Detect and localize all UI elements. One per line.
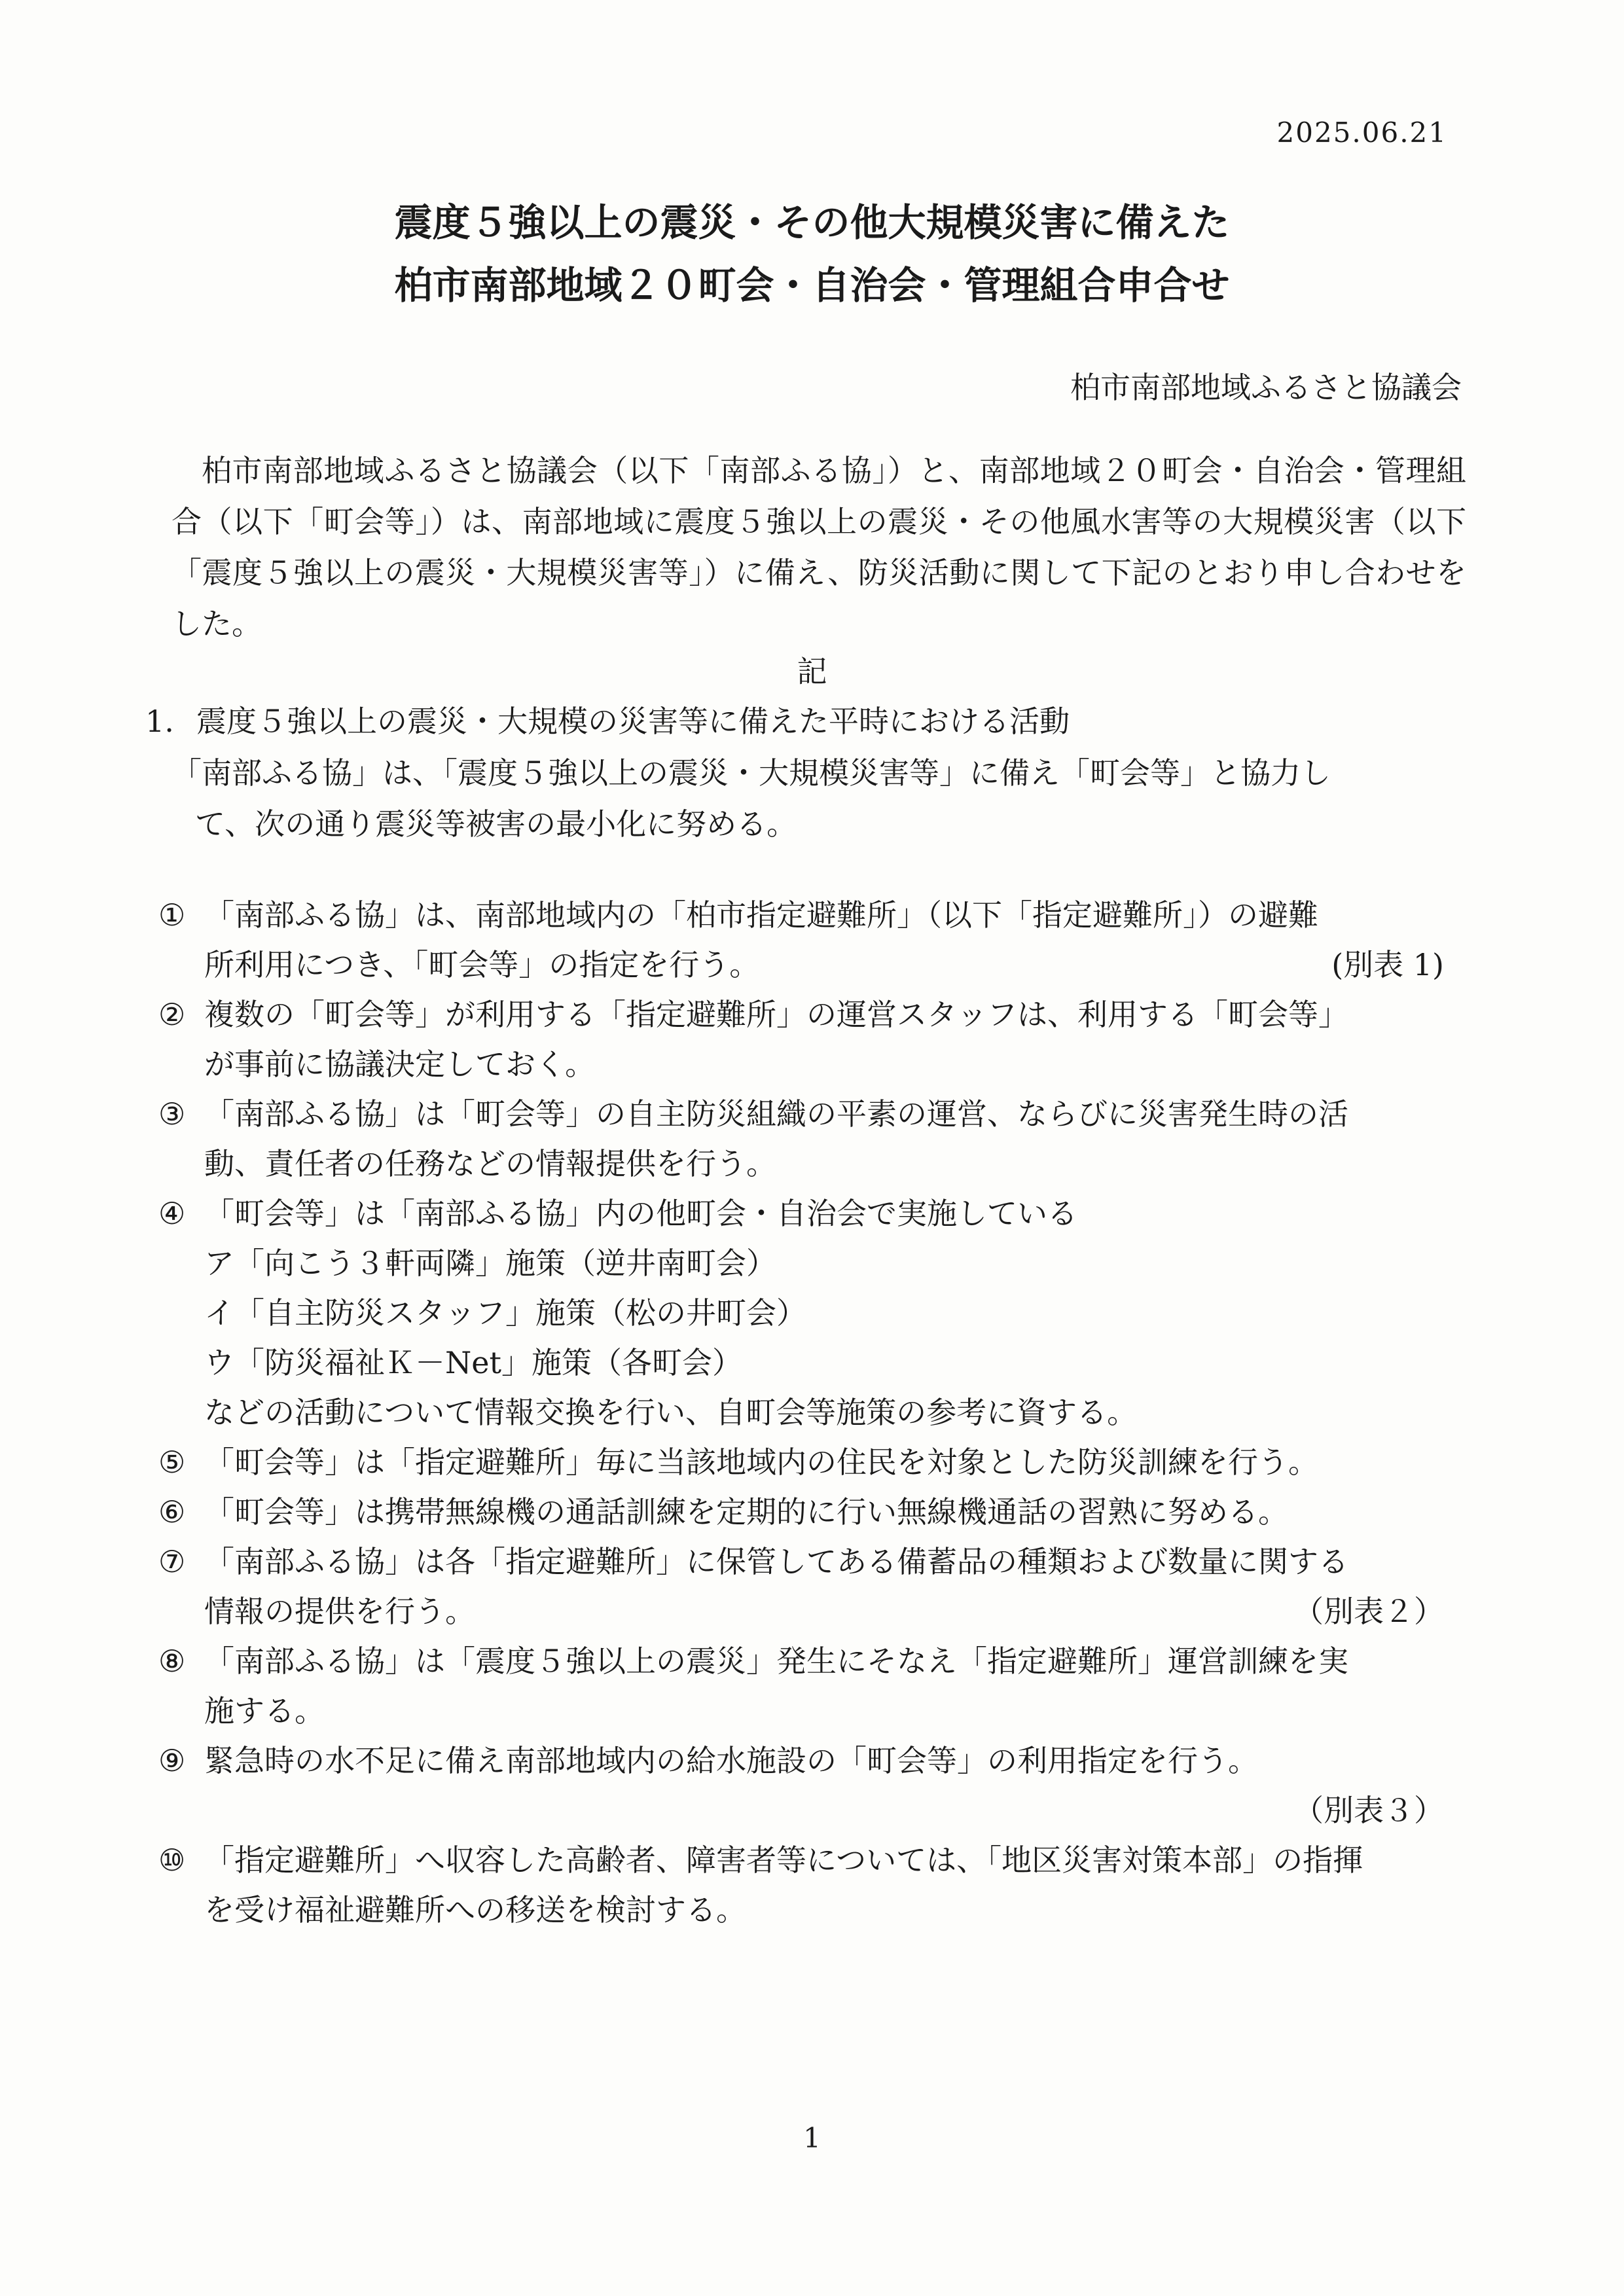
section-1-title: 震度５強以上の震災・大規模の災害等に備えた平時における活動 [196,704,1070,739]
item-list [158,890,1468,1935]
item-text-2: 所利用につき、「町会等」の指定を行う。 [204,947,760,982]
item-text: 「指定避難所」へ収容した高齢者、障害者等については、「地区災害対策本部」の指揮 [204,1842,1363,1878]
intro-paragraph: 柏市南部地域ふるさと協議会（以下「南部ふる協」）と、南部地域２０町会・自治会・管理組合（以下「町会等」）は、南部地域に震度５強以上の震災・その他風水害等の大規模災害（以下「震度５強以上の震災・大規模災害等」）に備え、防災活動に関して下記のとおり申し合わせをした。 [171,453,1466,641]
section-1-body [171,747,1466,850]
list-item [158,1537,1468,1636]
item-mark: ⑤ [158,1444,186,1480]
item-text: 「南部ふる協」は「町会等」の自主防災組織の平素の運営、ならびに災害発生時の活 [204,1096,1348,1132]
item-mark: ① [158,897,186,933]
item-sub-i: イ「自主防災スタッフ」施策（松の井町会） [204,1295,806,1331]
document-title [0,191,1624,317]
item-mark: ⑦ [158,1544,186,1579]
item-ref: （別表２） [1293,1594,1444,1629]
list-item [158,1487,1468,1537]
item-mark: ④ [158,1196,186,1231]
list-item [158,1636,1468,1736]
item-text: 緊急時の水不足に備え南部地域内の給水施設の「町会等」の利用指定を行う。 [204,1743,1258,1778]
item-text-cont [196,940,1468,990]
list-item [158,1089,1468,1189]
list-item [158,1736,1468,1835]
item-sub-u: ウ「防災福祉Ｋ－Net」施策（各町会） [204,1345,742,1380]
item-mark: ⑧ [158,1643,186,1679]
section-1-body-line-2: て、次の通り震災等被害の最小化に努める。 [195,806,797,842]
item-text-2: 情報の提供を行う。 [204,1594,475,1629]
item-sub-summary: などの活動について情報交換を行い、自町会等施策の参考に資する。 [204,1395,1138,1430]
item-mark: ② [158,997,186,1032]
list-item [158,1189,1468,1437]
section-1-heading [145,698,1070,741]
item-mark: ⑩ [158,1842,186,1878]
list-item [158,1437,1468,1487]
item-text: 「町会等」は「南部ふる協」内の他町会・自治会で実施している [204,1196,1077,1231]
page-number: 1 [803,2122,821,2154]
title-line-1: 震度５強以上の震災・その他大規模災害に備えた [394,200,1230,245]
document-date: 2025.06.21 [1276,117,1447,149]
list-item [158,1835,1468,1935]
item-text-2: を受け福祉避難所への移送を検討する。 [204,1892,746,1928]
item-text: 「南部ふる協」は「震度５強以上の震災」発生にそなえ「指定避難所」運営訓練を実 [204,1643,1348,1679]
item-text: 複数の「町会等」が利用する「指定避難所」の運営スタッフは、利用する「町会等」 [204,997,1348,1032]
item-text-2: 施する。 [204,1693,325,1729]
item-text: 「町会等」は携帯無線機の通話訓練を定期的に行い無線機通話の習熟に努める。 [204,1494,1288,1530]
list-item [158,990,1468,1089]
organization-name: 柏市南部地域ふるさと協議会 [1070,370,1462,405]
item-text-2: 動、責任者の任務などの情報提供を行う。 [204,1146,776,1181]
item-mark: ③ [158,1096,186,1132]
item-text: 「南部ふる協」は、南部地域内の「柏市指定避難所」（以下「指定避難所」）の避難 [204,897,1318,933]
ki-heading: 記 [797,654,827,689]
item-sub-a: ア「向こう３軒両隣」施策（逆井南町会） [204,1246,776,1281]
item-ref: （別表３） [1293,1793,1444,1828]
section-1-number: 1. [145,704,174,739]
item-mark: ⑥ [158,1494,186,1530]
item-text: 「町会等」は「指定避難所」毎に当該地域内の住民を対象とした防災訓練を行う。 [204,1444,1318,1480]
section-1-body-line-1: 「南部ふる協」は、「震度５強以上の震災・大規模災害等」に備え「町会等」と協力し [171,755,1331,791]
item-text-2: が事前に協議決定しておく。 [204,1047,596,1082]
item-ref: (別表 1) [1331,947,1444,982]
item-text-cont [196,1587,1468,1636]
title-line-2: 柏市南部地域２０町会・自治会・管理組合申合せ [394,263,1230,308]
item-mark: ⑨ [158,1743,186,1778]
list-item [158,890,1468,990]
item-text: 「南部ふる協」は各「指定避難所」に保管してある備蓄品の種類および数量に関する [204,1544,1348,1579]
